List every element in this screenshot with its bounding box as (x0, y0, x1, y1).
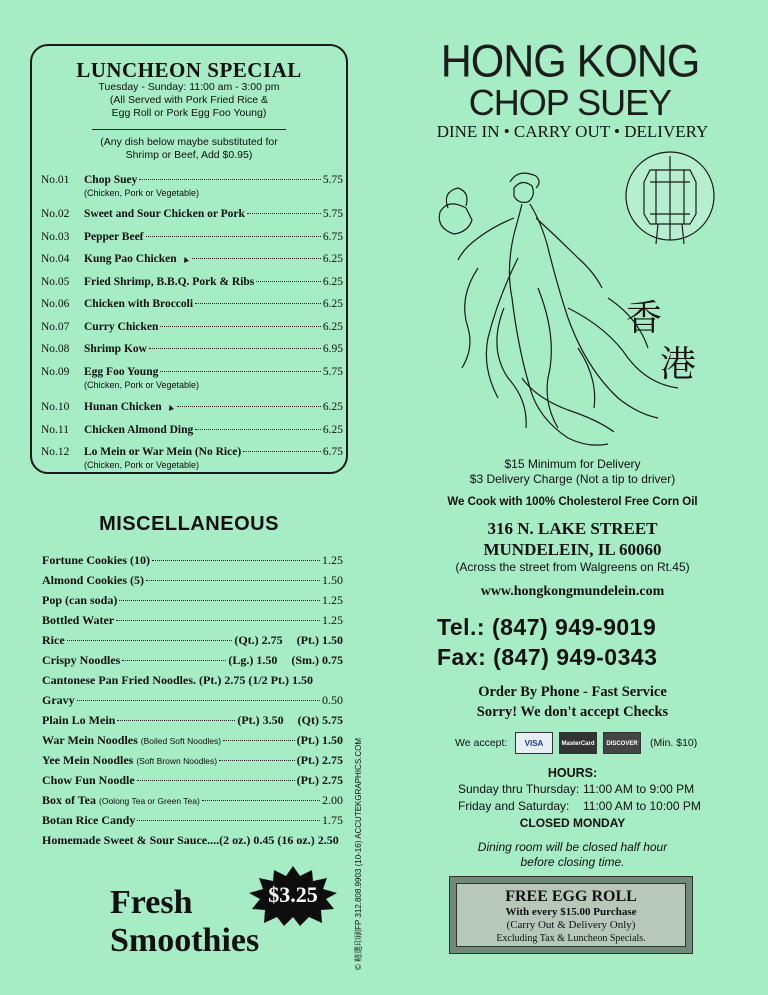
item-price: (Sm.) 0.75 (291, 653, 343, 667)
item-price: 5.75 (322, 174, 343, 186)
item-name: Plain Lo Mein (42, 713, 116, 727)
item-name: Gravy (42, 693, 75, 707)
card-minimum: (Min. $10) (650, 737, 698, 749)
item-price: (Pt.) 1.50 (296, 633, 343, 647)
chili-pepper-icon: ▲ (164, 400, 177, 414)
item-price: 2.00 (322, 793, 343, 807)
corn-oil-note: We Cook with 100% Cholesterol Free Corn Oil (447, 496, 698, 508)
hours-row (458, 782, 718, 798)
item-note: (Soft Brown Noodles) (136, 756, 218, 766)
order-info (420, 682, 725, 722)
city-state-zip: MUNDELEIN, IL 60060 (483, 540, 662, 559)
item-number: No.01 (41, 174, 70, 186)
hours-time: 11:00 AM to 10:00 PM (583, 799, 701, 813)
item-number: No.04 (41, 253, 70, 265)
item-price: 1.25 (322, 553, 343, 567)
hours-title: HOURS: (547, 766, 598, 780)
item-price: . (Pt.) 2.75 (1/2 Pt.) 1.50 (193, 673, 313, 687)
item-name: Chicken Almond Ding (84, 424, 194, 436)
hours-row (458, 799, 718, 815)
item-price: (Qt) 5.75 (297, 713, 343, 727)
service-tagline: DINE IN • CARRY OUT • DELIVERY (436, 122, 709, 141)
item-name: Lo Mein or War Mein (No Rice) (84, 446, 242, 458)
hours-days: Friday and Saturday: (458, 799, 570, 813)
item-price-large: (Qt.) 2.75 (234, 633, 283, 647)
item-name: Pepper Beef (84, 231, 144, 243)
item-name: Egg Foo Young (84, 366, 159, 378)
item-price: 5.75 (322, 366, 343, 378)
luncheon-title: LUNCHEON SPECIAL (76, 58, 302, 82)
item-name: Box of Tea (42, 793, 97, 807)
misc-item (42, 593, 343, 608)
item-name: Fortune Cookies (10) (42, 553, 150, 567)
item-name: Cantonese Pan Fried Noodles (42, 673, 193, 687)
misc-item (42, 573, 343, 588)
item-price-large: (Lg.) 1.50 (228, 653, 278, 667)
item-number: No.06 (41, 298, 70, 310)
item-name: Yee Mein Noodles (42, 753, 134, 767)
misc-item (42, 613, 343, 628)
item-price: 6.25 (322, 401, 343, 413)
item-number: No.09 (41, 366, 70, 378)
item-price: 5.75 (322, 208, 343, 220)
item-name: Botan Rice Candy (42, 813, 136, 827)
hours-time: 11:00 AM to 9:00 PM (583, 782, 695, 796)
misc-item (42, 813, 343, 828)
chili-pepper-icon: ▲ (179, 252, 192, 266)
delivery-charge: $3 Delivery Charge (Not a tip to driver) (469, 472, 676, 486)
chinese-characters (620, 296, 710, 388)
misc-item (42, 793, 343, 808)
item-number: No.02 (41, 208, 70, 220)
item-name: Chow Fun Noodle (42, 773, 135, 787)
item-price: 6.25 (322, 276, 343, 288)
free-egg-roll-coupon (449, 876, 693, 954)
misc-item (42, 733, 343, 748)
fax-number: Fax: (847) 949-0343 (437, 644, 658, 670)
item-price: 1.75 (322, 813, 343, 827)
smoothie-price: $3.25 (268, 882, 318, 907)
website-link[interactable]: www.hongkongmundelein.com (480, 584, 665, 599)
item-price-small: (Pt.) 3.50 (237, 713, 284, 727)
luncheon-substitute-2: Shrimp or Beef, Add $0.95) (125, 149, 253, 161)
item-number: No.07 (41, 321, 70, 333)
item-price: (Pt.) 2.75 (296, 773, 343, 787)
misc-item (42, 773, 343, 788)
restaurant-name-line-2: CHOP SUEY (468, 82, 672, 123)
luncheon-special-box (30, 44, 348, 474)
misc-item (42, 753, 343, 768)
item-number: No.03 (41, 231, 70, 243)
coupon-exclusion: Excluding Tax & Luncheon Specials. (496, 933, 646, 944)
closed-day: CLOSED MONDAY (519, 816, 626, 830)
no-checks-note: Sorry! We don't accept Checks (476, 704, 669, 720)
item-note: (Oolong Tea or Green Tea) (99, 796, 200, 806)
smoothies-line-1: Fresh (110, 884, 193, 921)
address-note: (Across the street from Walgreens on Rt.45) (455, 560, 690, 574)
misc-item (42, 653, 343, 668)
misc-item (42, 633, 343, 648)
item-name: Sweet and Sour Chicken or Pork (84, 208, 245, 220)
item-price: 6.25 (322, 253, 343, 265)
item-name: Rice (42, 633, 65, 647)
coupon-title: FREE EGG ROLL (505, 888, 637, 905)
coupon-condition: With every $15.00 Purchase (505, 906, 637, 918)
item-price: (Pt.) 2.75 (296, 753, 343, 767)
item-note: (Chicken, Pork or Vegetable) (84, 460, 200, 470)
printer-credit (352, 737, 366, 970)
street-address: 316 N. LAKE STREET (487, 519, 658, 538)
item-note: (Chicken, Pork or Vegetable) (84, 188, 200, 198)
misc-item (42, 553, 343, 568)
coupon-scope: (Carry Out & Delivery Only) (506, 919, 636, 931)
item-note: (Boiled Soft Noodles) (140, 736, 222, 746)
item-price: ....(2 oz.) 0.45 (16 oz.) 2.50 (207, 833, 339, 847)
item-number: No.05 (41, 276, 70, 288)
chinese-char-1: 香 (626, 298, 663, 339)
item-number: No.08 (41, 343, 70, 355)
item-price: (Pt.) 1.50 (296, 733, 343, 747)
payment-methods (455, 732, 715, 758)
misc-item (42, 693, 343, 708)
address (420, 518, 725, 560)
dining-note-2: before closing time. (520, 855, 625, 869)
item-name: Bottled Water (42, 613, 115, 627)
restaurant-name-line-1: HONG KONG (440, 36, 700, 88)
item-name: Chicken with Broccoli (84, 298, 194, 310)
item-note: (Chicken, Pork or Vegetable) (84, 380, 200, 390)
item-name: Hunan Chicken (84, 401, 162, 413)
item-number: No.10 (41, 401, 70, 413)
item-name: Fried Shrimp, B.B.Q. Pork & Ribs (84, 276, 255, 288)
minimum-delivery: $15 Minimum for Delivery (504, 457, 641, 471)
mastercard-icon: MasterCard (559, 732, 597, 754)
chinese-char-2: 港 (660, 344, 697, 385)
item-price: 1.50 (322, 573, 343, 587)
item-name: Homemade Sweet & Sour Sauce (42, 833, 208, 847)
luncheon-served-1: (All Served with Pork Fried Rice & (109, 94, 269, 106)
we-accept-label: We accept: (455, 737, 508, 749)
luncheon-substitute-1: (Any dish below maybe substituted for (100, 136, 278, 148)
smoothies-line-2: Smoothies (110, 922, 260, 959)
item-name: Chop Suey (84, 174, 138, 186)
misc-item (42, 713, 343, 728)
printer-credit-text: © 精選印刷FP 312.808.9903 (10-16) ACCUTEKGRAPHICS.COM (354, 737, 363, 970)
item-price: 6.25 (322, 321, 343, 333)
misc-item (42, 673, 343, 688)
item-price: 6.75 (322, 446, 343, 458)
item-price: 6.75 (322, 231, 343, 243)
price-burst (248, 866, 338, 926)
item-name: Crispy Noodles (42, 653, 121, 667)
item-name: Kung Pao Chicken (84, 253, 177, 265)
item-number: No.12 (41, 446, 70, 458)
item-price: 1.25 (322, 613, 343, 627)
item-price: 6.95 (322, 343, 343, 355)
misc-item (42, 833, 343, 848)
misc-title: MISCELLANEOUS (99, 513, 279, 535)
discover-card-icon: DISCOVER (603, 732, 641, 754)
item-price: 6.25 (322, 424, 343, 436)
item-price: 1.25 (322, 593, 343, 607)
divider (92, 129, 286, 130)
item-name: Shrimp Kow (84, 343, 147, 355)
item-number: No.11 (41, 424, 70, 436)
item-price: 0.50 (322, 693, 343, 707)
order-by-phone: Order By Phone - Fast Service (478, 684, 667, 700)
visa-card-icon: VISA (515, 732, 553, 754)
luncheon-served-2: Egg Roll or Pork Egg Foo Young) (111, 107, 267, 119)
item-price: 6.25 (322, 298, 343, 310)
dining-room-note (420, 840, 725, 870)
item-name: Pop (can soda) (42, 593, 118, 607)
dining-note-1: Dining room will be closed half hour (477, 840, 668, 854)
luncheon-hours: Tuesday - Sunday: 11:00 am - 3:00 pm (98, 81, 280, 93)
item-name: Almond Cookies (5) (42, 573, 145, 587)
hours-days: Sunday thru Thursday: (458, 782, 580, 796)
item-name: Curry Chicken (84, 321, 159, 333)
delivery-info (420, 457, 725, 487)
telephone-number[interactable]: Tel.: (847) 949-9019 (437, 614, 657, 640)
item-name: War Mein Noodles (42, 733, 138, 747)
